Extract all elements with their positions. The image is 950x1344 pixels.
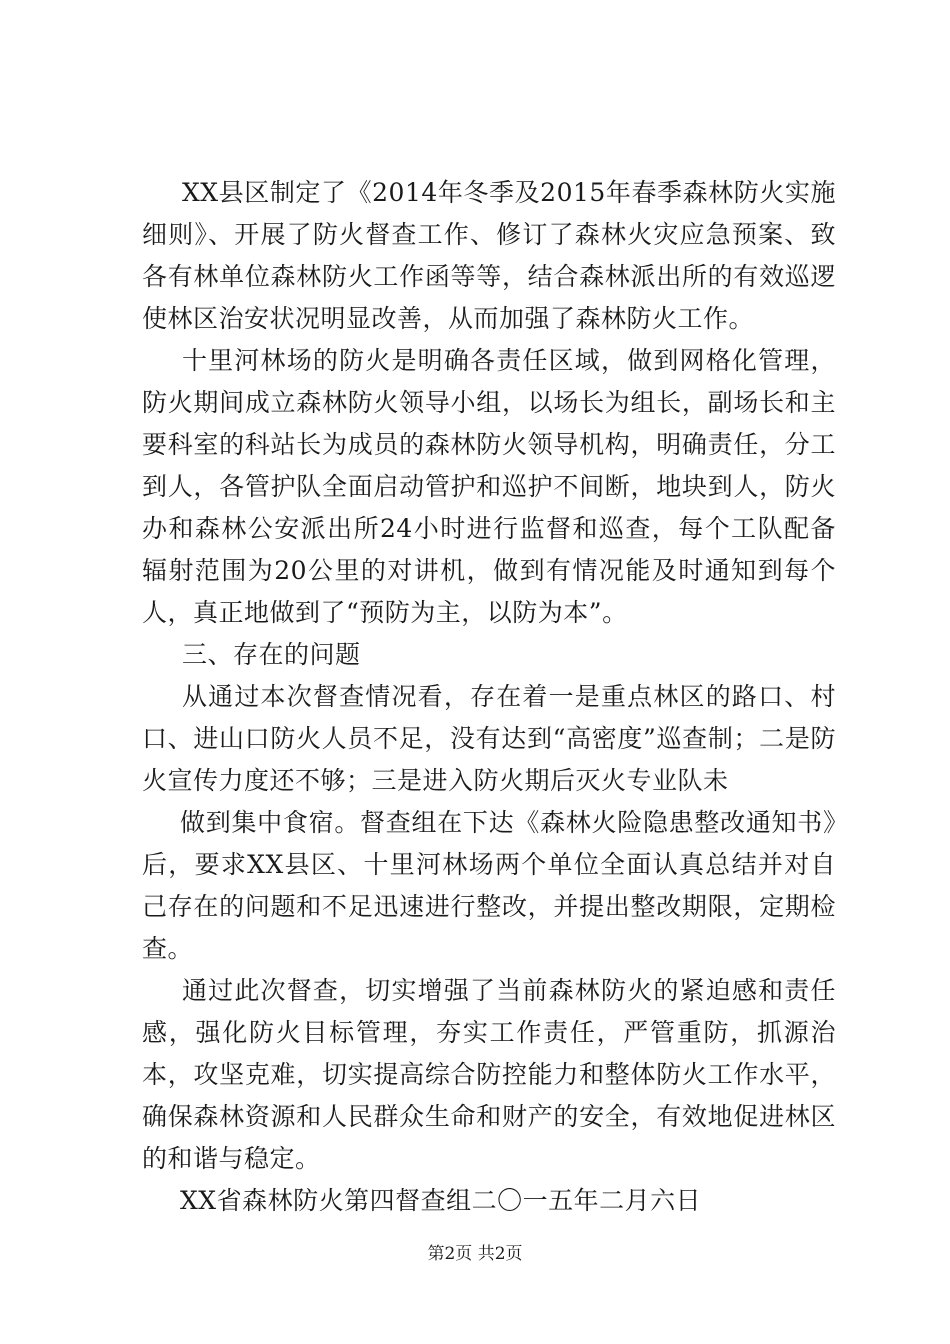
section-heading-problems: 三、存在的问题 [182,640,361,669]
paragraph-county-measures: XX县区制定了《2014年冬季及2015年春季森林防火实施细则》、开展了防火督查工作、修订了森林火灾应急预案、致各有林单位森林防火工作函等等，结合森林派出所的有效巡逻使林区治安状况明显改善，从而加强了森林防火工作。 [142,178,836,333]
document-body [142,172,836,1222]
page-number-footer: 第2页 共2页 [427,1244,523,1264]
paragraph-forest-farm-measures: 十里河林场的防火是明确各责任区域，做到网格化管理，防火期间成立森林防火领导小组，以场长为组长，副场长和主要科室的科站长为成员的森林防火领导机构，明确责任，分工到人，各管护队全面启动管护和巡护不间断，地块到人，防火办和森林公安派出所24小时进行监督和巡查，每个工队配备辐射范围为20公里的对讲机，做到有情况能及时通知到每个人，真正地做到了“预防为主，以防为本”。 [142,346,836,627]
paragraph-conclusion: 通过此次督查，切实增强了当前森林防火的紧迫感和责任感，强化防火目标管理，夯实工作责任，严管重防，抓源治本，攻坚克难，切实提高综合防控能力和整体防火工作水平，确保森林资源和人民群众生命和财产的安全，有效地促进林区的和谐与稳定。 [142,976,836,1173]
paragraph-rectification: 做到集中食宿。督查组在下达《森林火险隐患整改通知书》后，要求XX县区、十里河林场两个单位全面认真总结并对自己存在的问题和不足迅速进行整改，并提出整改期限，定期检查。 [142,808,836,963]
paragraph-problems: 从通过本次督查情况看，存在着一是重点林区的路口、村口、进山口防火人员不足，没有达到“高密度”巡查制；二是防火宣传力度还不够；三是进入防火期后灭火专业队未 [142,682,836,795]
signature-line: XX省森林防火第四督查组二〇一五年二月六日 [180,1186,702,1215]
